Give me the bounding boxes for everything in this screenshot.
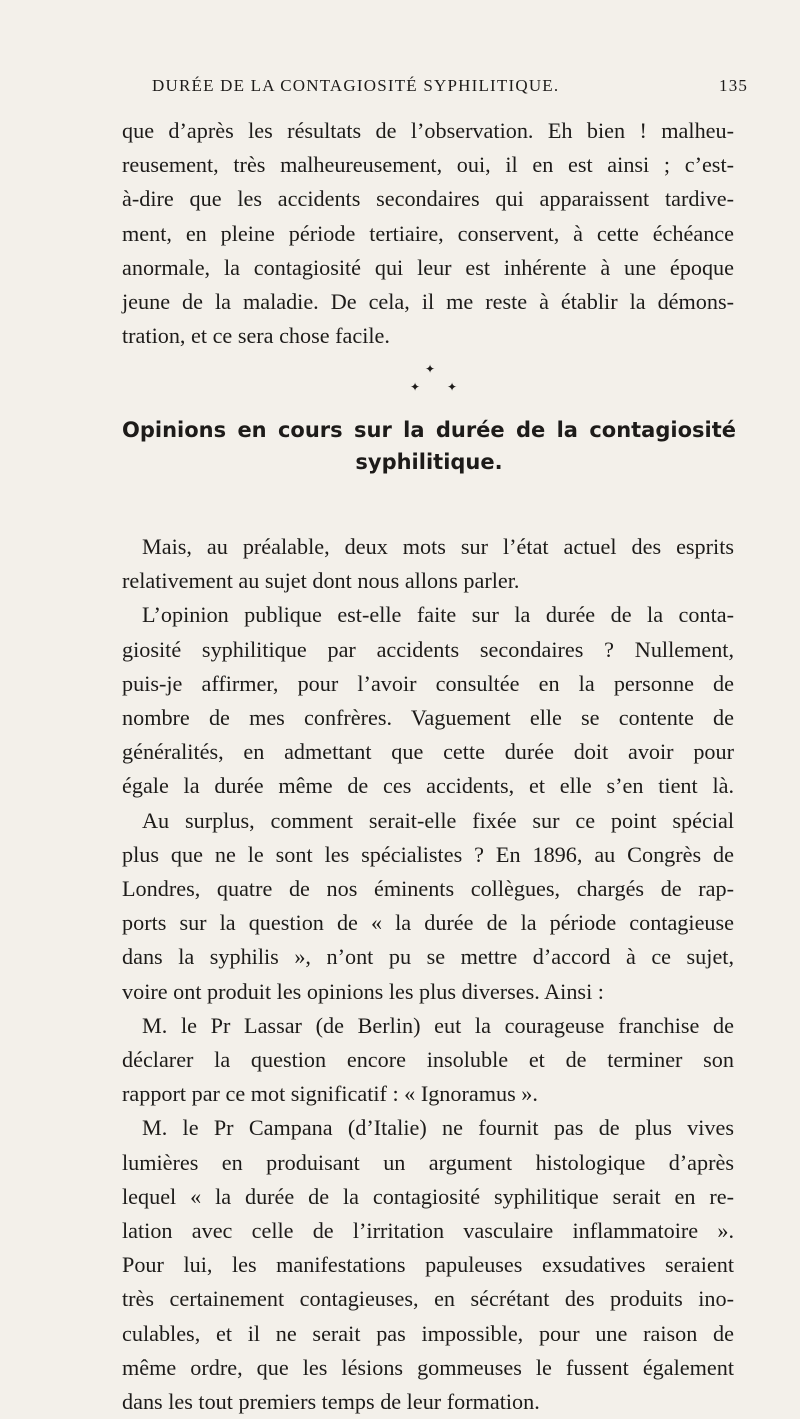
text-line: lequel « la durée de la contagiosité syphilitique serait en re-: [122, 1183, 734, 1209]
text-line: jeune de la maladie. De cela, il me reste à établir la démons-: [122, 289, 734, 315]
heading-line-2: syphilitique.: [355, 450, 503, 474]
text-line: Londres, quatre de nos éminents collègues, chargés de rap-: [122, 876, 734, 902]
text-line: lumières en produisant un argument histologique d’après: [122, 1149, 734, 1175]
text-line: voire ont produit les opinions les plus diverses. Ainsi :: [122, 978, 604, 1004]
text-line: généralités, en admettant que cette durée doit avoir pour: [122, 739, 734, 765]
text-line: giosité syphilitique par accidents secondaires ? Nullement,: [122, 636, 734, 662]
running-title: DURÉE DE LA CONTAGIOSITÉ SYPHILITIQUE.: [152, 76, 560, 95]
text-line: rapport par ce mot significatif : « Ignoramus ».: [122, 1081, 538, 1107]
text-line: ment, en pleine période tertiaire, conservent, à cette échéance: [122, 220, 734, 246]
text-line: lation avec celle de l’irritation vasculaire inflammatoire ».: [122, 1218, 734, 1244]
text-line: dans les tout premiers temps de leur formation.: [122, 1389, 540, 1415]
text-line: reusement, très malheureusement, oui, il en est ainsi ; c’est-: [122, 152, 734, 178]
text-line: nombre de mes confrères. Vaguement elle se contente de: [122, 705, 734, 731]
text-line: M. le Pr Lassar (de Berlin) eut la courageuse franchise de: [142, 1012, 734, 1038]
text-line: Mais, au préalable, deux mots sur l’état actuel des esprits: [142, 534, 734, 559]
body-text: [122, 530, 734, 1419]
text-line: à-dire que les accidents secondaires qui apparaissent tardive-: [122, 186, 734, 212]
text-line: L’opinion publique est-elle faite sur la durée de la conta-: [142, 602, 734, 628]
text-line: Au surplus, comment serait-elle fixée sur ce point spécial: [142, 807, 734, 833]
text-line: même ordre, que les lésions gommeuses le fussent également: [122, 1354, 734, 1380]
text-line: Pour lui, les manifestations papuleuses exsudatives seraient: [122, 1252, 734, 1278]
text-line: culables, et il ne serait pas impossible, pour une raison de: [122, 1320, 734, 1346]
text-line: déclarer la question encore insoluble et de terminer son: [122, 1047, 734, 1073]
text-line: relativement au sujet dont nous allons parler.: [122, 568, 520, 594]
separator-star-top: ✦: [425, 362, 436, 376]
text-line: plus que ne le sont les spécialistes ? En 1896, au Congrès de: [122, 841, 734, 867]
heading-line-1: Opinions en cours sur la durée de la contagiosité: [122, 418, 736, 442]
text-line: M. le Pr Campana (d’Italie) ne fournit pas de plus vives: [142, 1115, 734, 1141]
text-line: puis-je affirmer, pour l’avoir consultée en la personne de: [122, 670, 734, 696]
text-line: très certainement contagieuses, en sécrétant des produits ino-: [122, 1286, 734, 1312]
text-line: dans la syphilis », n’ont pu se mettre d’accord à ce sujet,: [122, 944, 734, 970]
text-line: égale la durée même de ces accidents, et elle s’en tient là.: [122, 773, 734, 799]
text-line: anormale, la contagiosité qui leur est inhérente à une époque: [122, 254, 734, 280]
intro-paragraph: [122, 114, 734, 353]
text-line: tration, et ce sera chose facile.: [122, 323, 390, 349]
text-line: que d’après les résultats de l’observation. Eh bien ! malheu-: [122, 118, 734, 143]
section-heading: [122, 414, 736, 478]
text-line: ports sur la question de « la durée de la période contagieuse: [122, 910, 734, 936]
page-number: 135: [719, 76, 749, 95]
separator-stars-bottom: ✦ ✦: [410, 380, 470, 394]
